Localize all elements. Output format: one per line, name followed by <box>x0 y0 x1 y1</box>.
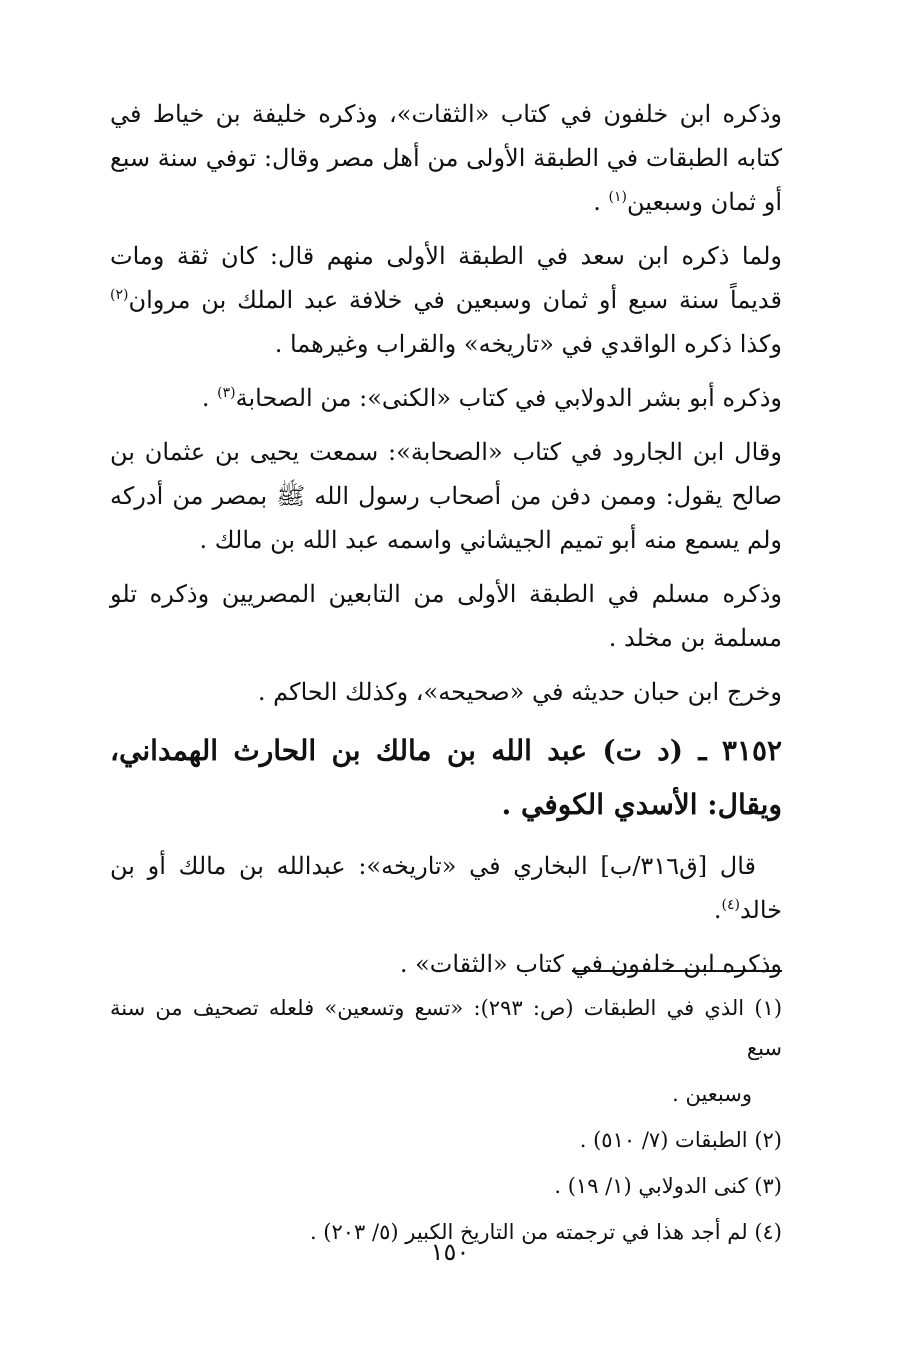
paragraph <box>110 942 782 986</box>
footnote: (١) الذي في الطبقات (ص: ٢٩٣): «تسع وتسعين» فلعله تصحيف من سنة سبع <box>110 996 783 1060</box>
page-number: ١٥٠ <box>430 1238 470 1266</box>
footnote-ref: (٢) <box>110 287 129 303</box>
footnote: (٤) لم أجد هذا في ترجمته من التاريخ الكبير (٥/ ٢٠٣) . <box>309 1220 782 1244</box>
paragraph <box>110 234 782 366</box>
paragraph-text: قال [ق٣١٦/ب] البخاري في «تاريخه»: عبدالله بن مالك أو بن خالد <box>110 852 782 924</box>
paragraph-end: . <box>201 384 218 412</box>
paragraph <box>110 92 782 224</box>
paragraph-text: وخرج ابن حبان حديثه في «صحيحه»، وكذلك الحاكم . <box>257 678 782 706</box>
paragraph <box>110 430 782 562</box>
footnotes <box>110 988 782 1258</box>
footnote-continuation: وسبعين . <box>672 1082 752 1106</box>
paragraph-end: وكذا ذكره الواقدي في «تاريخه» والقراب وغيرهما . <box>274 330 782 358</box>
footnote: (٢) الطبقات (٧/ ٥١٠) . <box>579 1128 782 1152</box>
paragraph <box>110 670 782 714</box>
main-text <box>110 92 782 996</box>
footnote-ref: (٣) <box>217 385 236 401</box>
paragraph-end: . <box>593 188 609 216</box>
footnote: (٣) كنى الدولابي (١/ ١٩) . <box>554 1174 782 1198</box>
paragraph-text: ولما ذكره ابن سعد في الطبقة الأولى منهم قال: كان ثقة ومات قديماً سنة سبع أو ثمان وسبعين في خلافة عبد الملك بن مروان <box>110 242 782 314</box>
footnote-ref: (١) <box>608 189 627 205</box>
paragraph-end: . <box>713 896 722 924</box>
paragraph <box>110 844 782 932</box>
paragraph-text: وذكره مسلم في الطبقة الأولى من التابعين المصريين وذكره تلو مسلمة بن مخلد . <box>110 580 782 652</box>
footnote-separator <box>572 970 782 972</box>
paragraph-text: وذكره ابن خلفون في كتاب «الثقات»، وذكره خليفة بن خياط في كتابه الطبقات في الطبقة الأولى من أهل مصر وقال: توفي سنة سبع أو ثمان وسبعين <box>110 100 783 216</box>
paragraph <box>110 376 782 420</box>
paragraph <box>110 572 782 660</box>
entry-heading: ٣١٥٢ ـ (د ت) عبد الله بن مالك بن الحارث الهمداني، ويقال: الأسدي الكوفي . <box>110 734 783 821</box>
paragraph-text: وقال ابن الجارود في كتاب «الصحابة»: سمعت يحيى بن عثمان بن صالح يقول: وممن دفن من أصحاب رسول الله ﷺ بمصر من أدركه ولم يسمع منه أبو تميم الجيشاني واسمه عبد الله بن مالك . <box>110 438 782 554</box>
paragraph-text: وذكره أبو بشر الدولابي في كتاب «الكنى»: من الصحابة <box>235 384 782 412</box>
paragraph-text: وذكره ابن خلفون في كتاب «الثقات» . <box>399 950 782 978</box>
footnote-ref: (٤) <box>721 897 740 913</box>
